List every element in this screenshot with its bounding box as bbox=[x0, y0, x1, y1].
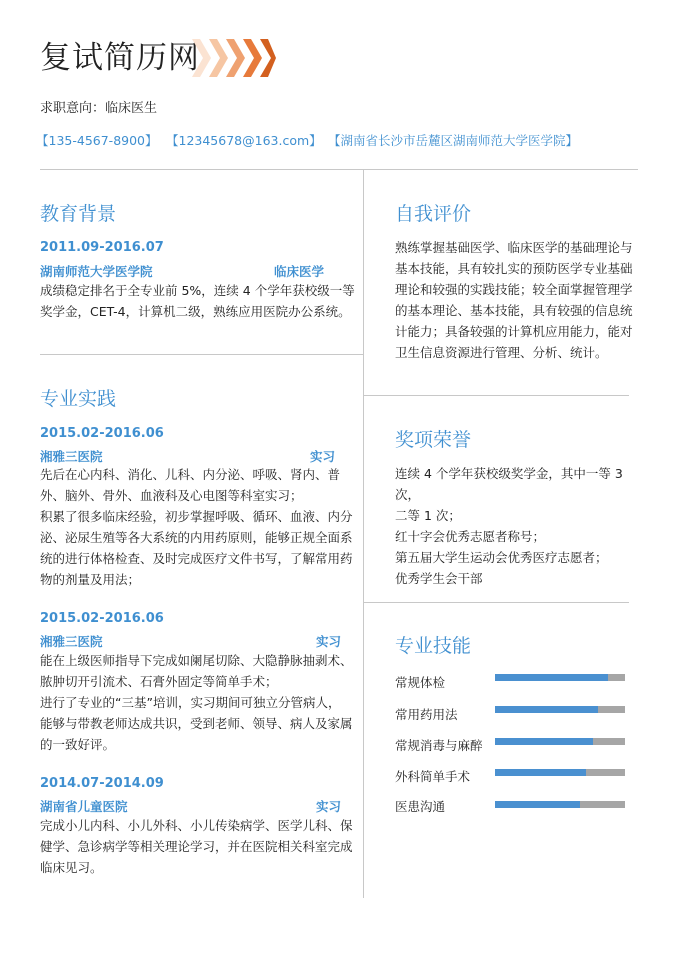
text-line: 统的进行体格检查、及时完成医疗文件书写，了解常用药 bbox=[40, 551, 353, 566]
text-line: 临床见习。 bbox=[40, 860, 103, 875]
practice-role-3: 实习 bbox=[316, 799, 342, 814]
contact-email: 【12345678@163.com】 bbox=[166, 133, 322, 148]
text-line: 计能力；具备较强的计算机应用能力，能对 bbox=[395, 324, 633, 339]
chevron-1 bbox=[192, 39, 211, 77]
skill-bar-fill bbox=[495, 738, 593, 745]
text-line: 积累了很多临床经验，初步掌握呼吸、循环、血液、内分 bbox=[40, 509, 353, 524]
skill-bar-fill bbox=[495, 706, 598, 713]
text-line: 理论和较强的实践技能；较全面掌握管理学 bbox=[395, 282, 633, 297]
self-eval-title: 自我评价 bbox=[395, 203, 472, 225]
skill-bar-fill bbox=[495, 769, 586, 776]
text-line: 基本技能，具有较扎实的预防医学专业基础 bbox=[395, 261, 633, 276]
text-line: 脓肿切开引流术、石膏外固定等简单手术； bbox=[40, 674, 278, 689]
chevron-decoration-icon bbox=[192, 38, 276, 78]
text-line: 成绩稳定排名于全专业前 5%，连续 4 个学年获校级一等 bbox=[40, 283, 355, 298]
text-line: 连续 4 个学年获校级奖学金，其中一等 3 次， bbox=[395, 466, 623, 502]
practice-role-1: 实习 bbox=[310, 449, 336, 464]
education-description bbox=[40, 280, 360, 322]
skill-label-1: 常规体检 bbox=[395, 675, 446, 690]
text-line: 先后在心内科、消化、儿科、内分泌、呼吸、肾内、普 bbox=[40, 467, 341, 482]
practice-org-3: 湖南省儿童医院 bbox=[40, 799, 128, 814]
header-divider bbox=[40, 169, 638, 170]
text-line: 的基本理论、基本技能，具有较强的信息统 bbox=[395, 303, 633, 318]
text-line: 第五届大学生运动会优秀医疗志愿者； bbox=[395, 550, 608, 565]
text-line: 物的剂量及用法； bbox=[40, 572, 141, 587]
education-date: 2011.09-2016.07 bbox=[40, 240, 164, 255]
contact-address: 【湖南省长沙市岳麓区湖南师范大学医学院】 bbox=[328, 133, 579, 148]
skill-bar-5 bbox=[495, 801, 625, 808]
text-line: 外、脑外、骨外、血液科及心电图等科室实习； bbox=[40, 488, 303, 503]
chevron-5 bbox=[260, 39, 276, 77]
practice-description-3 bbox=[40, 815, 362, 878]
skill-label-5: 医患沟通 bbox=[395, 799, 446, 814]
self-eval-divider bbox=[363, 395, 629, 396]
job-objective: 求职意向：临床医生 bbox=[40, 101, 158, 116]
education-major: 临床医学 bbox=[274, 264, 325, 279]
column-divider bbox=[363, 170, 364, 898]
text-line: 的一致好评。 bbox=[40, 737, 116, 752]
resume-title: 复试简历网 bbox=[40, 40, 200, 76]
self-eval-description bbox=[395, 237, 635, 363]
text-line: 二等 1 次； bbox=[395, 508, 461, 523]
skill-bar-fill bbox=[495, 674, 608, 681]
education-school: 湖南师范大学医学院 bbox=[40, 264, 153, 279]
chevron-2 bbox=[209, 39, 228, 77]
text-line: 卫生信息资源进行管理、分析、统计。 bbox=[395, 345, 608, 360]
practice-date-1: 2015.02-2016.06 bbox=[40, 426, 164, 441]
text-line: 熟练掌握基础医学、临床医学的基础理论与 bbox=[395, 240, 633, 255]
practice-org-2: 湘雅三医院 bbox=[40, 634, 103, 649]
chevron-4 bbox=[243, 39, 262, 77]
skill-label-2: 常用药用法 bbox=[395, 707, 458, 722]
skill-label-3: 常规消毒与麻醉 bbox=[395, 738, 483, 753]
text-line: 奖学金，CET-4，计算机二级，熟练应用医院办公系统。 bbox=[40, 304, 351, 319]
education-divider bbox=[40, 354, 363, 355]
skills-title: 专业技能 bbox=[395, 635, 472, 657]
practice-title: 专业实践 bbox=[40, 388, 117, 410]
skill-bar-2 bbox=[495, 706, 625, 713]
practice-description-2 bbox=[40, 650, 362, 755]
practice-description-1 bbox=[40, 464, 362, 590]
awards-divider bbox=[363, 602, 629, 603]
practice-role-2: 实习 bbox=[316, 634, 342, 649]
contact-phone: 【135-4567-8900】 bbox=[36, 133, 158, 148]
text-line: 进行了专业的“三基”培训，实习期间可独立分管病人， bbox=[40, 695, 341, 710]
text-line: 健学、急诊病学等相关理论学习，并在医院相关科室完成 bbox=[40, 839, 353, 854]
skill-bar-fill bbox=[495, 801, 580, 808]
text-line: 能在上级医师指导下完成如阑尾切除、大隐静脉抽剥术、 bbox=[40, 653, 353, 668]
skill-bar-3 bbox=[495, 738, 625, 745]
skill-label-4: 外科简单手术 bbox=[395, 769, 471, 784]
chevron-3 bbox=[226, 39, 245, 77]
education-title: 教育背景 bbox=[40, 203, 117, 225]
awards-title: 奖项荣誉 bbox=[395, 429, 472, 451]
practice-org-1: 湘雅三医院 bbox=[40, 449, 103, 464]
awards-list bbox=[395, 463, 639, 589]
practice-date-2: 2015.02-2016.06 bbox=[40, 611, 164, 626]
text-line: 红十字会优秀志愿者称号； bbox=[395, 529, 546, 544]
text-line: 优秀学生会干部 bbox=[395, 571, 483, 586]
text-line: 泌、泌尿生殖等各大系统的内用药原则，能够正规全面系 bbox=[40, 530, 353, 545]
practice-date-3: 2014.07-2014.09 bbox=[40, 776, 164, 791]
skill-bar-4 bbox=[495, 769, 625, 776]
text-line: 完成小儿内科、小儿外科、小儿传染病学、医学儿科、保 bbox=[40, 818, 353, 833]
skill-bar-1 bbox=[495, 674, 625, 681]
text-line: 能够与带教老师达成共识，受到老师、领导、病人及家属 bbox=[40, 716, 353, 731]
